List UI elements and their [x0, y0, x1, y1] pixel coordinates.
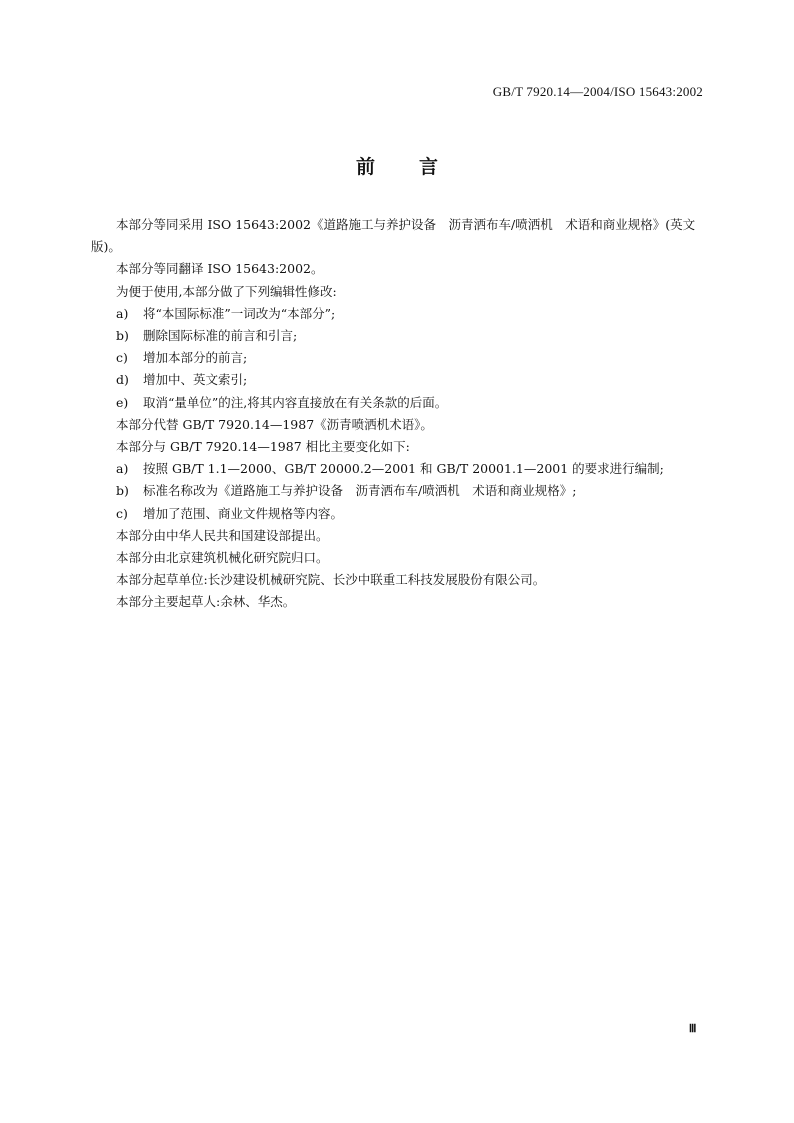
page-title: 前言 — [355, 156, 482, 178]
list-marker: a) — [116, 305, 129, 321]
list-marker: c) — [116, 350, 128, 366]
list-item — [91, 480, 705, 502]
list-marker: a) — [116, 461, 129, 477]
foreword-body — [91, 214, 705, 614]
paragraph-drafters: 本部分主要起草人:余林、华杰。 — [116, 594, 296, 610]
paragraph-adoption: 本部分等同采用 ISO 15643:2002《道路施工与养护设备 沥青洒布车/喷洒机 术语和商业规格》(英文版)。 — [91, 217, 696, 255]
paragraph-responsible-unit: 本部分由北京建筑机械化研究院归口。 — [116, 550, 329, 566]
list-marker: b) — [116, 483, 129, 499]
list-item-text: 增加中、英文索引; — [143, 372, 248, 388]
paragraph-proposer: 本部分由中华人民共和国建设部提出。 — [116, 527, 329, 543]
paragraph-drafting-units: 本部分起草单位:长沙建设机械研究院、长沙中联重工科技发展股份有限公司。 — [116, 572, 546, 588]
list-marker: b) — [116, 328, 129, 344]
list-marker: c) — [116, 505, 128, 521]
list-marker: d) — [116, 372, 129, 388]
page-number: Ⅲ — [688, 1023, 696, 1035]
list-item-text: 增加本部分的前言; — [143, 350, 248, 366]
list-item — [91, 503, 705, 525]
list-item-text: 取消“量单位”的注,将其内容直接放在有关条款的后面。 — [143, 394, 448, 410]
list-marker: e) — [116, 394, 129, 410]
paragraph-translation: 本部分等同翻译 ISO 15643:2002。 — [116, 261, 324, 277]
list-item — [91, 369, 705, 391]
list-item-text: 按照 GB/T 1.1—2000、GB/T 20000.2—2001 和 GB/T 20001.1—2001 的要求进行编制; — [143, 461, 664, 477]
list-item-text: 将“本国际标准”一词改为“本部分”; — [143, 305, 336, 321]
list-item — [91, 458, 705, 480]
list-item-text: 标准名称改为《道路施工与养护设备 沥青洒布车/喷洒机 术语和商业规格》; — [143, 483, 577, 499]
list-item-text: 删除国际标准的前言和引言; — [143, 328, 298, 344]
list-item-text: 增加了范围、商业文件规格等内容。 — [143, 505, 344, 521]
list-item — [91, 347, 705, 369]
list-item — [91, 392, 705, 414]
paragraph-edits-intro: 为便于使用,本部分做了下列编辑性修改: — [116, 283, 337, 299]
paragraph-supersedes: 本部分代替 GB/T 7920.14—1987《沥青喷洒机术语》。 — [116, 416, 433, 432]
list-item — [91, 303, 705, 325]
list-item — [91, 325, 705, 347]
standard-number: GB/T 7920.14—2004/ISO 15643:2002 — [492, 84, 703, 99]
paragraph-changes-intro: 本部分与 GB/T 7920.14—1987 相比主要变化如下: — [116, 439, 410, 455]
